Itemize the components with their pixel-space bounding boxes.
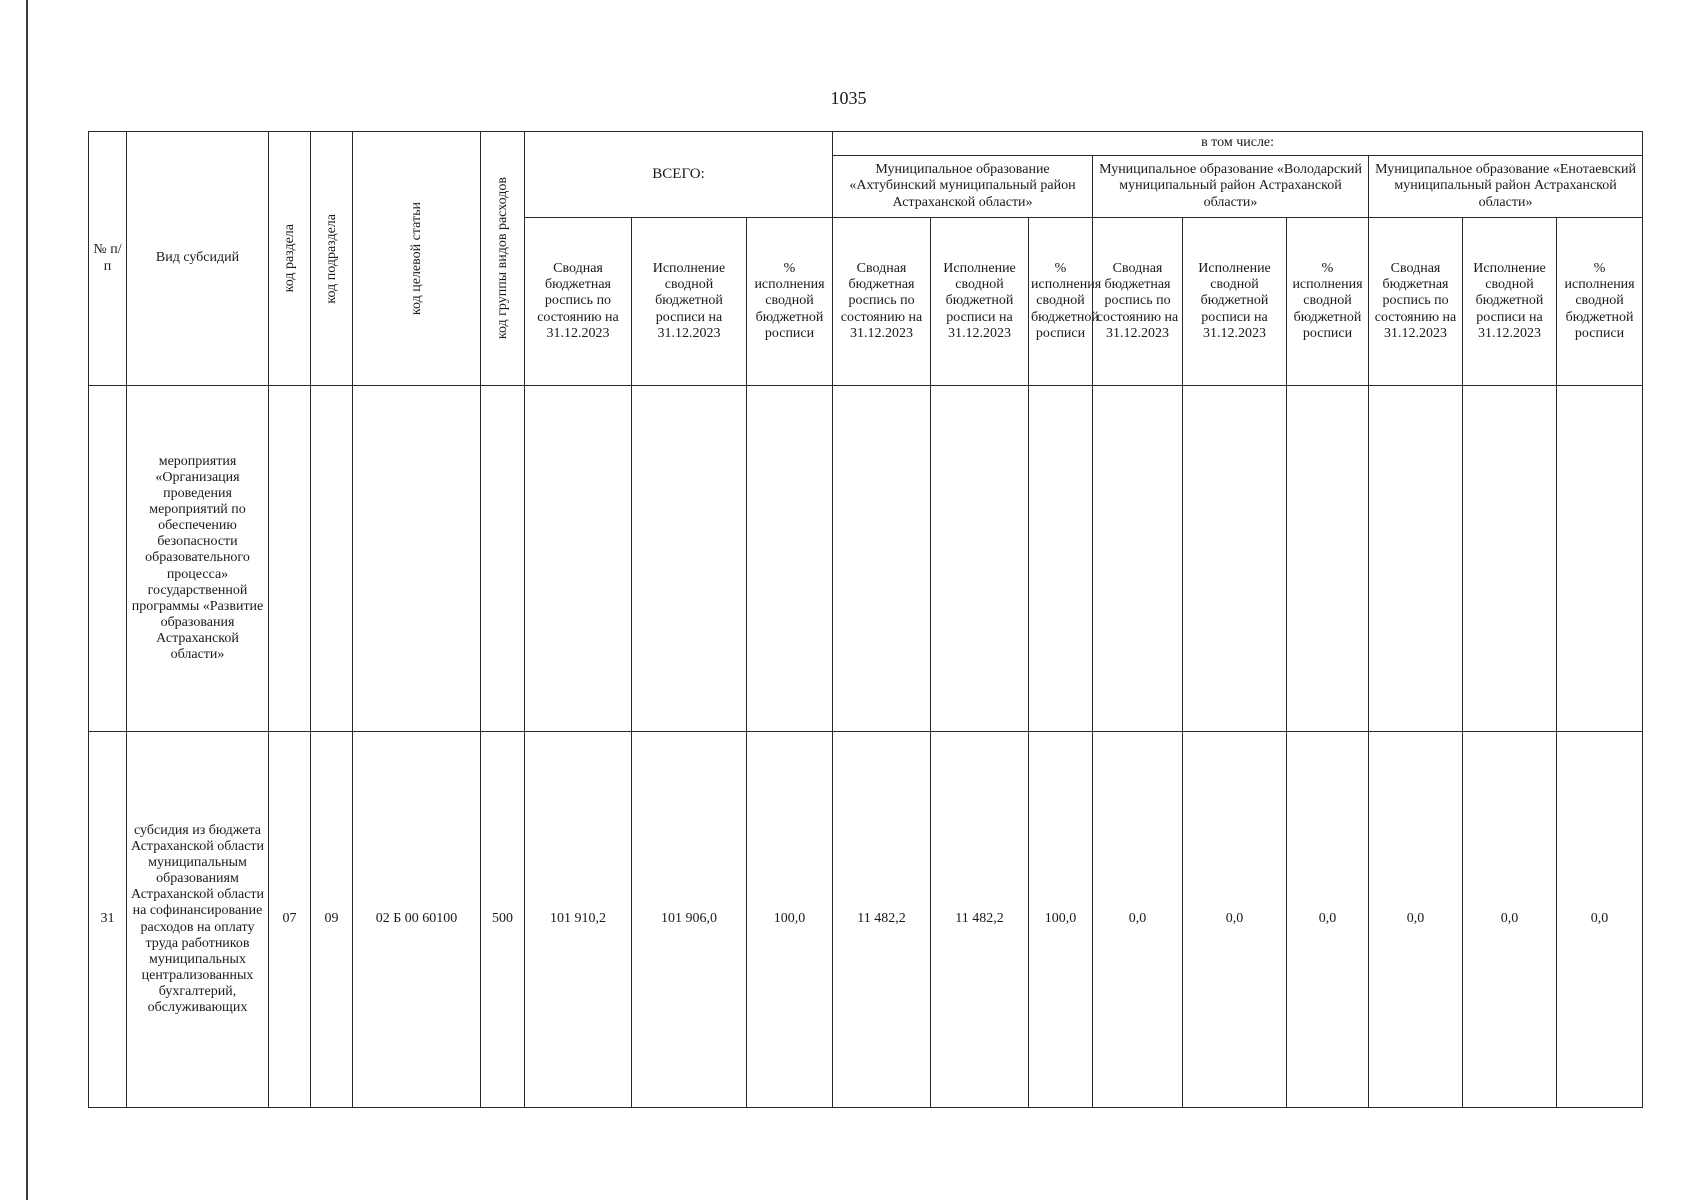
header-group	[481, 132, 525, 386]
page-number: 1035	[830, 88, 867, 108]
total-percent: 100,0	[747, 732, 833, 1108]
header-num: № п/п	[89, 132, 127, 386]
volodarsky-exec-header: Исполнение сводной бюджетной росписи на 31.12.2023	[1183, 218, 1287, 386]
enotaevsky-percent-header: % исполнения сводной бюджетной росписи	[1557, 218, 1643, 386]
row-description: мероприятия «Организация проведения мероприятий по обеспечению безопасности образовательного процесса» государственной программы «Развитие образования Астраханской области»	[127, 386, 269, 732]
total-exec: 101 906,0	[632, 732, 747, 1108]
row-group: 500	[481, 732, 525, 1108]
row-section: 07	[269, 732, 311, 1108]
header-target-label: код целевой статьи	[408, 201, 424, 316]
akhtuba-plan: 11 482,2	[833, 732, 931, 1108]
row-group	[481, 386, 525, 732]
enotaevsky-percent: 0,0	[1557, 732, 1643, 1108]
header-group-enotaevsky: Муниципальное образование «Енотаевский муниципальный район Астраханской области»	[1369, 156, 1643, 218]
header-section-label: код раздела	[281, 224, 297, 293]
enotaevsky-exec	[1463, 386, 1557, 732]
akhtuba-percent	[1029, 386, 1093, 732]
volodarsky-percent: 0,0	[1287, 732, 1369, 1108]
header-section	[269, 132, 311, 386]
header-kind: Вид субсидий	[127, 132, 269, 386]
enotaevsky-exec-header: Исполнение сводной бюджетной росписи на 31.12.2023	[1463, 218, 1557, 386]
akhtuba-percent-header: % исполнения сводной бюджетной росписи	[1029, 218, 1093, 386]
table-row	[89, 386, 1643, 732]
margin-line	[26, 0, 28, 1200]
row-description: субсидия из бюджета Астраханской области муниципальным образованиям Астраханской области на софинансирование расходов на оплату труда работников муниципальных централизованных бухгалтерий, обслуживающих	[127, 732, 269, 1108]
header-target	[353, 132, 481, 386]
row-subsection	[311, 386, 353, 732]
volodarsky-percent-header: % исполнения сводной бюджетной росписи	[1287, 218, 1369, 386]
total-plan	[525, 386, 632, 732]
enotaevsky-exec: 0,0	[1463, 732, 1557, 1108]
row-target: 02 Б 00 60100	[353, 732, 481, 1108]
header-group-label: код группы видов расходов	[494, 177, 510, 340]
header-subsection	[311, 132, 353, 386]
row-number	[89, 386, 127, 732]
subsidy-table	[88, 131, 1643, 1108]
row-section	[269, 386, 311, 732]
akhtuba-exec: 11 482,2	[931, 732, 1029, 1108]
total-exec	[632, 386, 747, 732]
enotaevsky-plan: 0,0	[1369, 732, 1463, 1108]
row-target	[353, 386, 481, 732]
header-total: ВСЕГО:	[525, 132, 833, 218]
header-group-akhtuba: Муниципальное образование «Ахтубинский муниципальный район Астраханской области»	[833, 156, 1093, 218]
volodarsky-plan	[1093, 386, 1183, 732]
header-subsection-label: код подраздела	[323, 213, 339, 304]
volodarsky-percent	[1287, 386, 1369, 732]
row-number: 31	[89, 732, 127, 1108]
volodarsky-plan-header: Сводная бюджетная роспись по состоянию на 31.12.2023	[1093, 218, 1183, 386]
akhtuba-plan-header: Сводная бюджетная роспись по состоянию на 31.12.2023	[833, 218, 931, 386]
total-plan: 101 910,2	[525, 732, 632, 1108]
total-plan-header: Сводная бюджетная роспись по состоянию на 31.12.2023	[525, 218, 632, 386]
akhtuba-percent: 100,0	[1029, 732, 1093, 1108]
header-group-volodarsky: Муниципальное образование «Володарский муниципальный район Астраханской области»	[1093, 156, 1369, 218]
enotaevsky-percent	[1557, 386, 1643, 732]
row-subsection: 09	[311, 732, 353, 1108]
header-including: в том числе:	[833, 132, 1643, 156]
volodarsky-exec: 0,0	[1183, 732, 1287, 1108]
total-percent	[747, 386, 833, 732]
table-row	[89, 732, 1643, 1108]
akhtuba-plan	[833, 386, 931, 732]
header-row-1	[89, 132, 1643, 156]
akhtuba-exec	[931, 386, 1029, 732]
volodarsky-plan: 0,0	[1093, 732, 1183, 1108]
akhtuba-exec-header: Исполнение сводной бюджетной росписи на 31.12.2023	[931, 218, 1029, 386]
total-percent-header: % исполнения сводной бюджетной росписи	[747, 218, 833, 386]
enotaevsky-plan	[1369, 386, 1463, 732]
total-exec-header: Исполнение сводной бюджетной росписи на 31.12.2023	[632, 218, 747, 386]
enotaevsky-plan-header: Сводная бюджетная роспись по состоянию на 31.12.2023	[1369, 218, 1463, 386]
volodarsky-exec	[1183, 386, 1287, 732]
